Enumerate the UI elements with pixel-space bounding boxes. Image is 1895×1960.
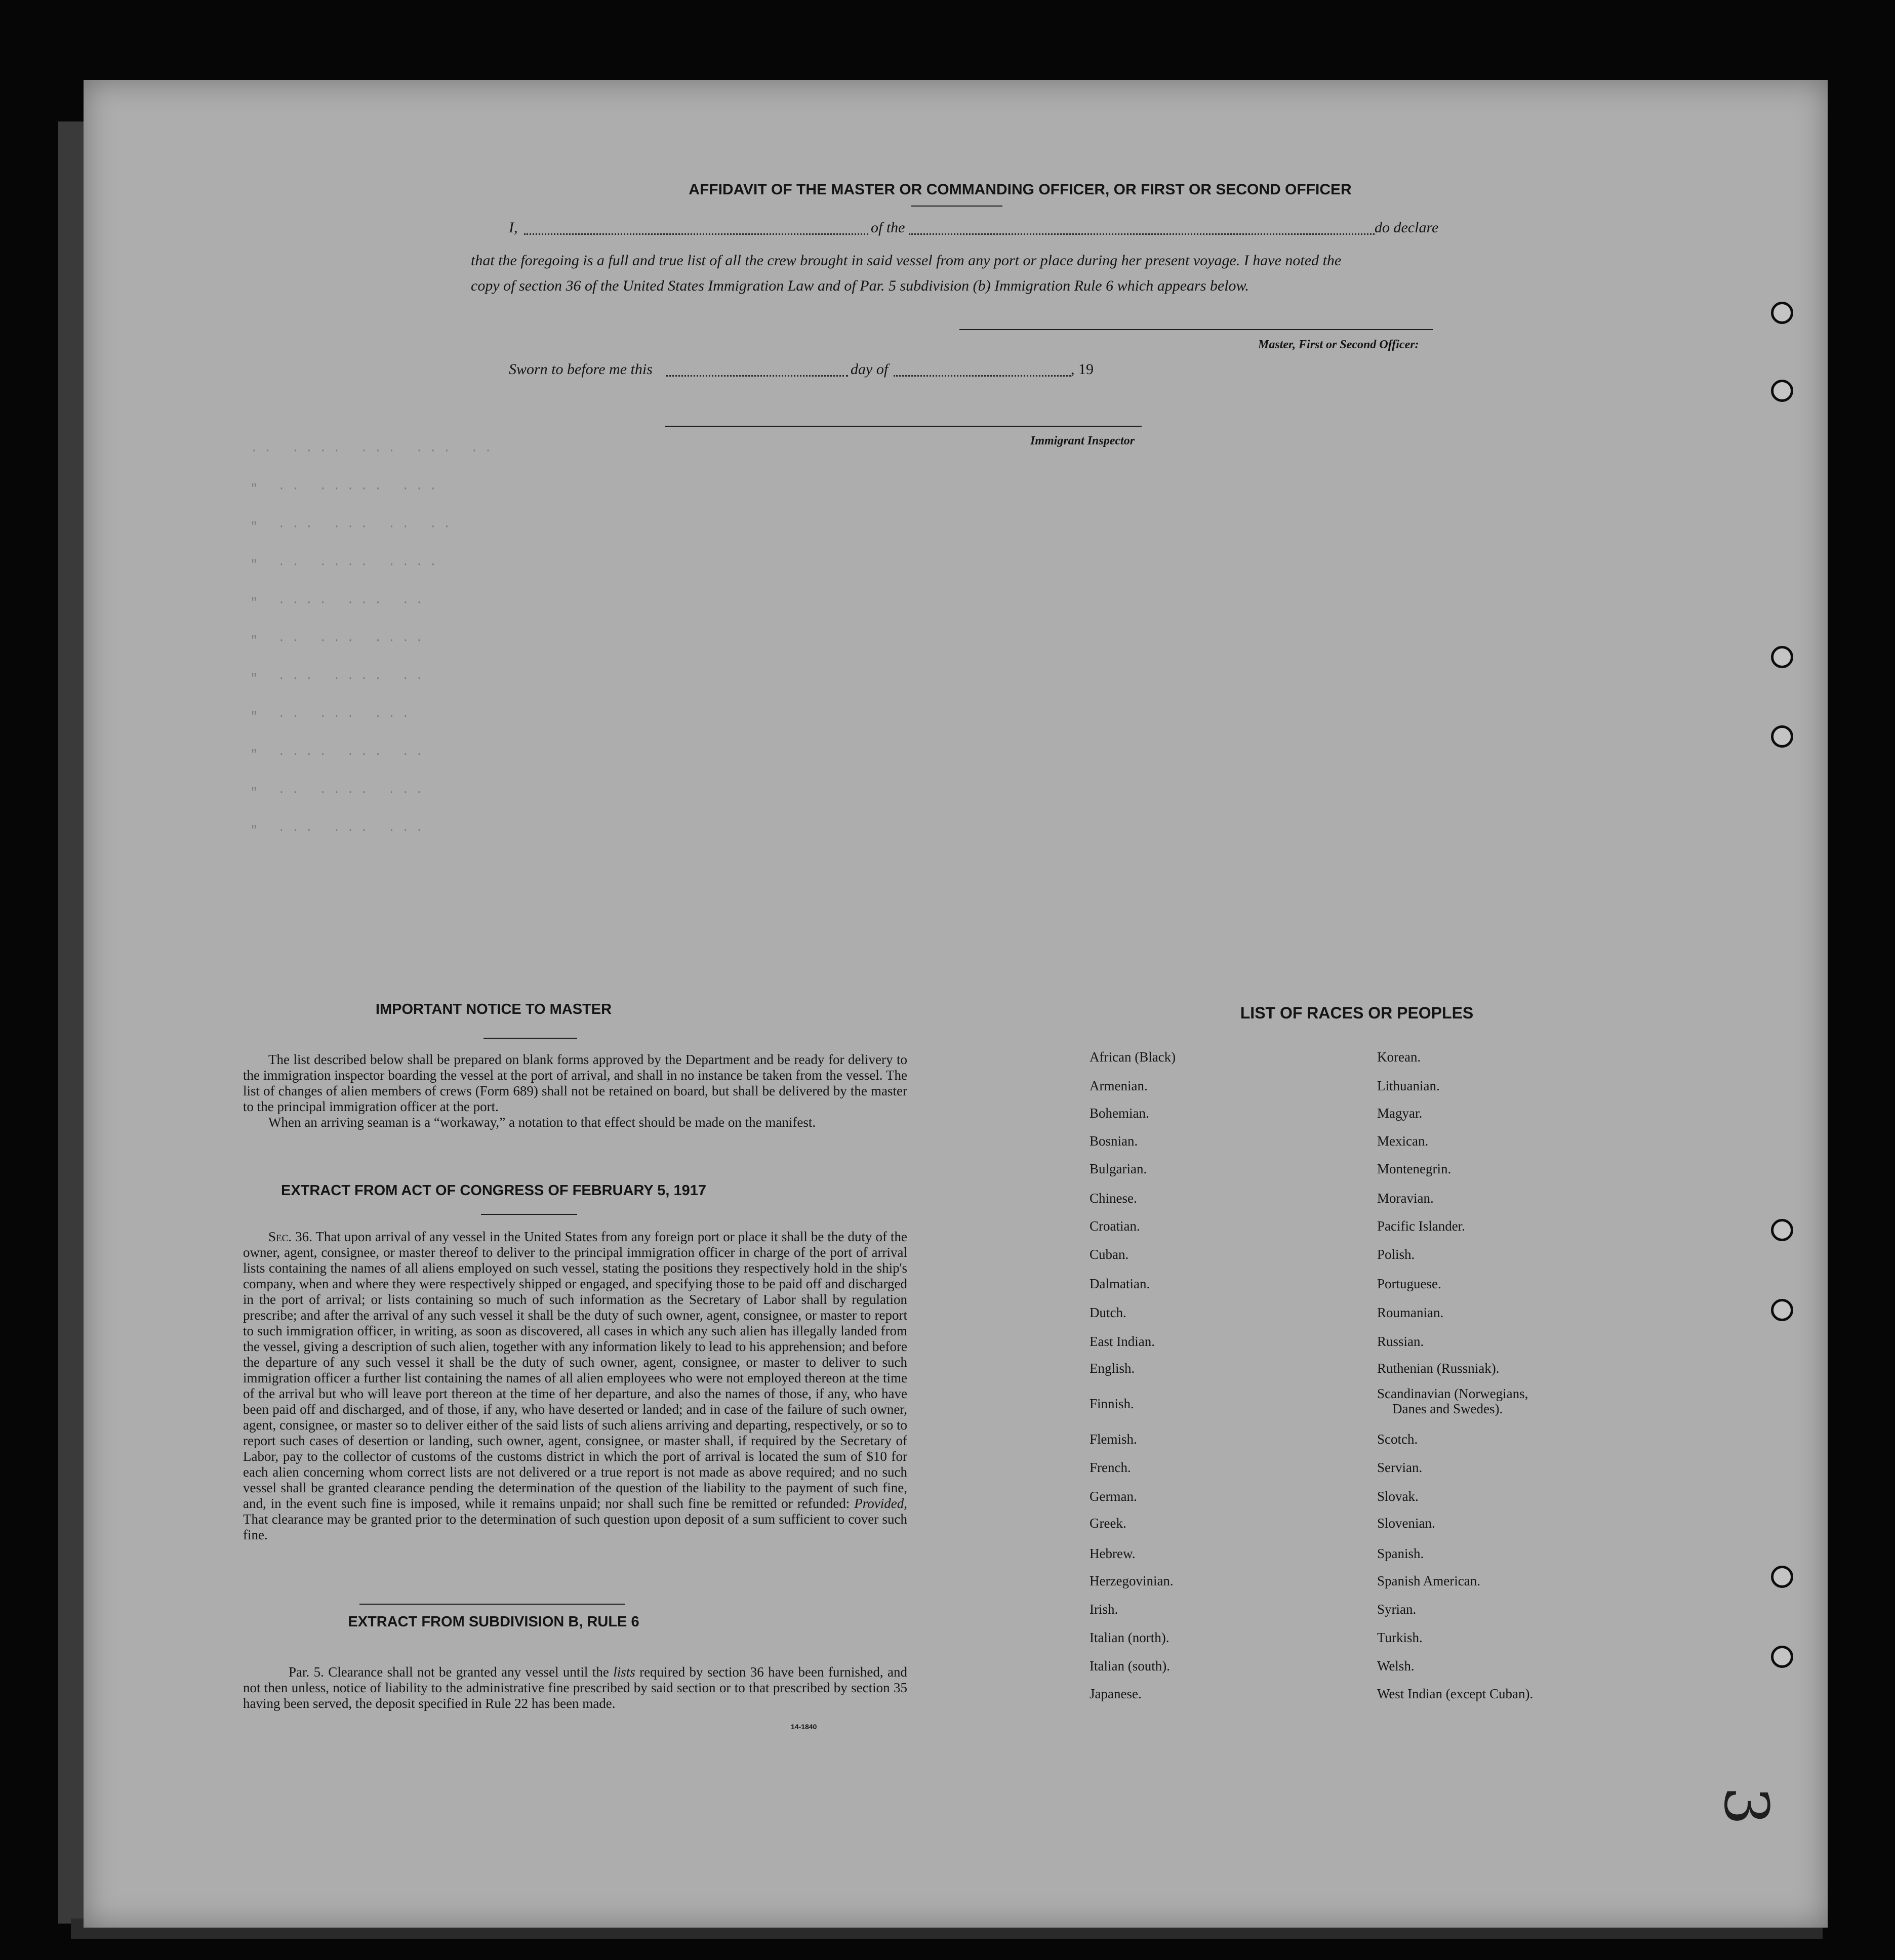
document-page bbox=[84, 80, 1828, 1928]
binder-hole-7 bbox=[1771, 1566, 1793, 1588]
race-right-item: Spanish. bbox=[1377, 1546, 1424, 1561]
rule-extract-title: EXTRACT FROM SUBDIVISION B, RULE 6 bbox=[348, 1614, 639, 1630]
race-right-item: Korean. bbox=[1377, 1049, 1421, 1065]
act-section-36 bbox=[243, 1229, 907, 1543]
lists-word: lists bbox=[613, 1664, 635, 1680]
binder-hole-1 bbox=[1771, 302, 1793, 324]
race-right-item: Russian. bbox=[1377, 1334, 1424, 1349]
inspector-caption: Immigrant Inspector bbox=[1030, 434, 1135, 447]
binder-hole-3 bbox=[1771, 646, 1793, 668]
binder-hole-6 bbox=[1771, 1299, 1793, 1321]
rule-extract-divider bbox=[359, 1604, 625, 1605]
sworn-day-field[interactable] bbox=[666, 375, 848, 377]
section-label: Sec. 36. bbox=[268, 1229, 312, 1244]
act-extract-title: EXTRACT FROM ACT OF CONGRESS OF FEBRUARY 5, 1917 bbox=[280, 1182, 707, 1199]
race-left-item: Japanese. bbox=[1090, 1686, 1142, 1701]
race-right-item: Welsh. bbox=[1377, 1658, 1415, 1673]
race-left-item: German. bbox=[1090, 1489, 1137, 1504]
race-right-item: West Indian (except Cuban). bbox=[1377, 1686, 1534, 1701]
rule-extract-paragraph bbox=[243, 1664, 907, 1711]
notice-paragraph-2: When an arriving seaman is a “workaway,” a notation to that effect should be made on the manifest. bbox=[268, 1115, 816, 1130]
sworn-label: Sworn to before me this bbox=[509, 361, 653, 378]
race-left-item: Italian (south). bbox=[1090, 1658, 1170, 1673]
race-left-item: Greek. bbox=[1090, 1516, 1126, 1531]
race-right-item: Scotch. bbox=[1377, 1432, 1418, 1447]
race-left-item: Cuban. bbox=[1090, 1247, 1129, 1262]
provided-label: Provided, bbox=[854, 1496, 908, 1511]
race-left-item: Herzegovinian. bbox=[1090, 1573, 1174, 1588]
race-right-item: Scandinavian (Norwegians, bbox=[1377, 1386, 1528, 1401]
race-right-item: Turkish. bbox=[1377, 1630, 1423, 1645]
act-extract-rule bbox=[481, 1214, 577, 1215]
race-right-item: Lithuanian. bbox=[1377, 1078, 1440, 1093]
notice-title: IMPORTANT NOTICE TO MASTER bbox=[375, 1001, 612, 1017]
race-right-item: Syrian. bbox=[1377, 1602, 1417, 1617]
race-left-item: Irish. bbox=[1090, 1602, 1118, 1617]
race-left-item: Chinese. bbox=[1090, 1191, 1137, 1206]
race-right-item: Servian. bbox=[1377, 1460, 1423, 1475]
officer-signature-line[interactable] bbox=[959, 329, 1433, 330]
race-right-item: Magyar. bbox=[1377, 1106, 1423, 1121]
handwritten-page-mark: 3 bbox=[1710, 1786, 1781, 1825]
race-right-item: Spanish American. bbox=[1377, 1573, 1480, 1588]
day-of-label: day of bbox=[851, 361, 889, 378]
race-right-item: Slovenian. bbox=[1377, 1516, 1435, 1531]
binder-hole-2 bbox=[1771, 380, 1793, 402]
race-left-item: Bulgarian. bbox=[1090, 1161, 1147, 1176]
race-right-item: Roumanian. bbox=[1377, 1305, 1444, 1320]
officer-caption: Master, First or Second Officer: bbox=[1258, 338, 1419, 351]
race-right-item: Portuguese. bbox=[1377, 1276, 1441, 1291]
vessel-field[interactable] bbox=[909, 233, 1375, 235]
affidavit-of-the-label: of the bbox=[871, 219, 905, 236]
race-right-item: Moravian. bbox=[1377, 1191, 1434, 1206]
affidavit-line-2: that the foregoing is a full and true list of all the crew brought in said vessel from any port or place during her present voyage. I have noted the bbox=[471, 252, 1342, 269]
binder-hole-8 bbox=[1771, 1646, 1793, 1668]
race-left-item: Armenian. bbox=[1090, 1078, 1148, 1093]
page-edge bbox=[58, 121, 86, 1924]
race-left-item: Dalmatian. bbox=[1090, 1276, 1150, 1291]
race-left-item: English. bbox=[1090, 1361, 1135, 1376]
race-left-item: Croatian. bbox=[1090, 1218, 1140, 1234]
affidavit-line-3: copy of section 36 of the United States Immigration Law and of Par. 5 subdivision (b) Immigration Rule 6 which appears below. bbox=[471, 277, 1249, 294]
race-left-item: Bohemian. bbox=[1090, 1106, 1149, 1121]
affidavit-do-declare: do declare bbox=[1375, 219, 1439, 236]
notice-title-rule bbox=[483, 1038, 577, 1039]
year-prefix: , 19 bbox=[1071, 361, 1094, 378]
race-right-item: Montenegrin. bbox=[1377, 1161, 1452, 1176]
bleed-through-marks: ·· ···· ··· ··· ·· " ·· ····· ··· " ··· ··· ·· ·· " ·· ···· ···· " ···· ··· ·· " ·· ··· ···· " ··· ···· ·· " ·· ··· ··· " ···· ··· ·· " ·· ···· ··· " ··· ··· ··· bbox=[251, 444, 499, 837]
inspector-signature-line[interactable] bbox=[665, 426, 1142, 427]
race-right-item: Polish. bbox=[1377, 1247, 1415, 1262]
race-right-item: Pacific Islander. bbox=[1377, 1218, 1465, 1234]
notice-paragraph-1: The list described below shall be prepared on blank forms approved by the Department and be ready for delivery to the immigration inspector boarding the vessel at the port of arrival, and shall in no instance be taken from the vessel. The list of changes of alien members of crews (Form 689) shall not be retained on board, but shall be delivered by the master to the principal immigration officer at the port. bbox=[243, 1052, 907, 1114]
race-left-item: French. bbox=[1090, 1460, 1131, 1475]
affidavit-title-rule bbox=[911, 206, 1002, 207]
race-right-item: Ruthenian (Russniak). bbox=[1377, 1361, 1500, 1376]
binder-hole-5 bbox=[1771, 1219, 1793, 1241]
race-left-item: Finnish. bbox=[1090, 1396, 1134, 1411]
race-right-item: Slovak. bbox=[1377, 1489, 1419, 1504]
section-text-end: That clearance may be granted prior to the determination of such question upon deposit of a sum sufficient to cover such fine. bbox=[243, 1512, 907, 1542]
affidavit-title: AFFIDAVIT OF THE MASTER OR COMMANDING OFFICER, OR FIRST OR SECOND OFFICER bbox=[689, 181, 1352, 198]
race-right-item: Mexican. bbox=[1377, 1133, 1429, 1149]
race-left-item: Hebrew. bbox=[1090, 1546, 1136, 1561]
race-left-item: Bosnian. bbox=[1090, 1133, 1138, 1149]
form-number: 14-1840 bbox=[791, 1723, 817, 1731]
binder-hole-4 bbox=[1771, 725, 1793, 748]
rule-text-a: Par. 5. Clearance shall not be granted any vessel until the bbox=[289, 1664, 609, 1680]
race-left-item: Flemish. bbox=[1090, 1432, 1137, 1447]
section-text: That upon arrival of any vessel in the United States from any foreign port or place it shall be the duty of the owner, agent, consignee, or master thereof to deliver to the principal immigration officer in charge of the port of arrival lists containing the names of all aliens employed on such vessel, stating the positions they respectively hold in the ship's company, when and where they were respectively shipped or engaged, and specifying those to be paid off and discharged in the port of arrival; or lists containing so much of such information as the Secretary of Labor shall by regulation prescribe; and after the arrival of any such vessel it shall be the duty of such owner, agent, consignee, or master to report to such immigration officer, in writing, as soon as discovered, all cases in which any such alien has illegally landed from the vessel, giving a description of such alien, together with any information likely to lead to his apprehension; and before the departure of any such vessel it shall be the duty of such owner, agent, consignee, or master to deliver to such immigration officer a further list containing the names of all alien employees who were not employed thereon at the time of the arrival but who will leave port thereon at the time of her departure, and also the names of those, if any, who have been paid off and discharged, and of those, if any, who have deserted or landed; and in case of the failure of such owner, agent, consignee, or master so to deliver either of the said lists of such aliens arriving and departing, respectively, or so to report such cases of desertion or landing, such owner, agent, consignee, or master shall, if required by the Secretary of Labor, pay to the collector of customs of the customs district in which the port of arrival is located the sum of $10 for each alien concerning whom correct lists are not delivered or a true report is not made as above required; and no such vessel shall be granted clearance pending the determination of the question of the liability to the payment of such fine, and, in the event such fine is imposed, while it remains unpaid; nor shall such fine be remitted or refunded: bbox=[243, 1229, 907, 1511]
race-left-item: East Indian. bbox=[1090, 1334, 1155, 1349]
name-field[interactable] bbox=[524, 233, 868, 235]
races-title: LIST OF RACES OR PEOPLES bbox=[1240, 1004, 1474, 1022]
sworn-month-field[interactable] bbox=[894, 375, 1071, 377]
race-right-item: Danes and Swedes). bbox=[1392, 1401, 1503, 1416]
race-left-item: Dutch. bbox=[1090, 1305, 1126, 1320]
race-left-item: African (Black) bbox=[1090, 1049, 1176, 1065]
rule-text-b: required by section 36 have been furnished, and not then unless, notice of liability to the administrative fine prescribed by said section or to that prescribed by section 35 having been served, the deposit specified in Rule 22 has been made. bbox=[243, 1664, 908, 1711]
affidavit-i-label: I, bbox=[509, 219, 518, 236]
race-left-item: Italian (north). bbox=[1090, 1630, 1170, 1645]
